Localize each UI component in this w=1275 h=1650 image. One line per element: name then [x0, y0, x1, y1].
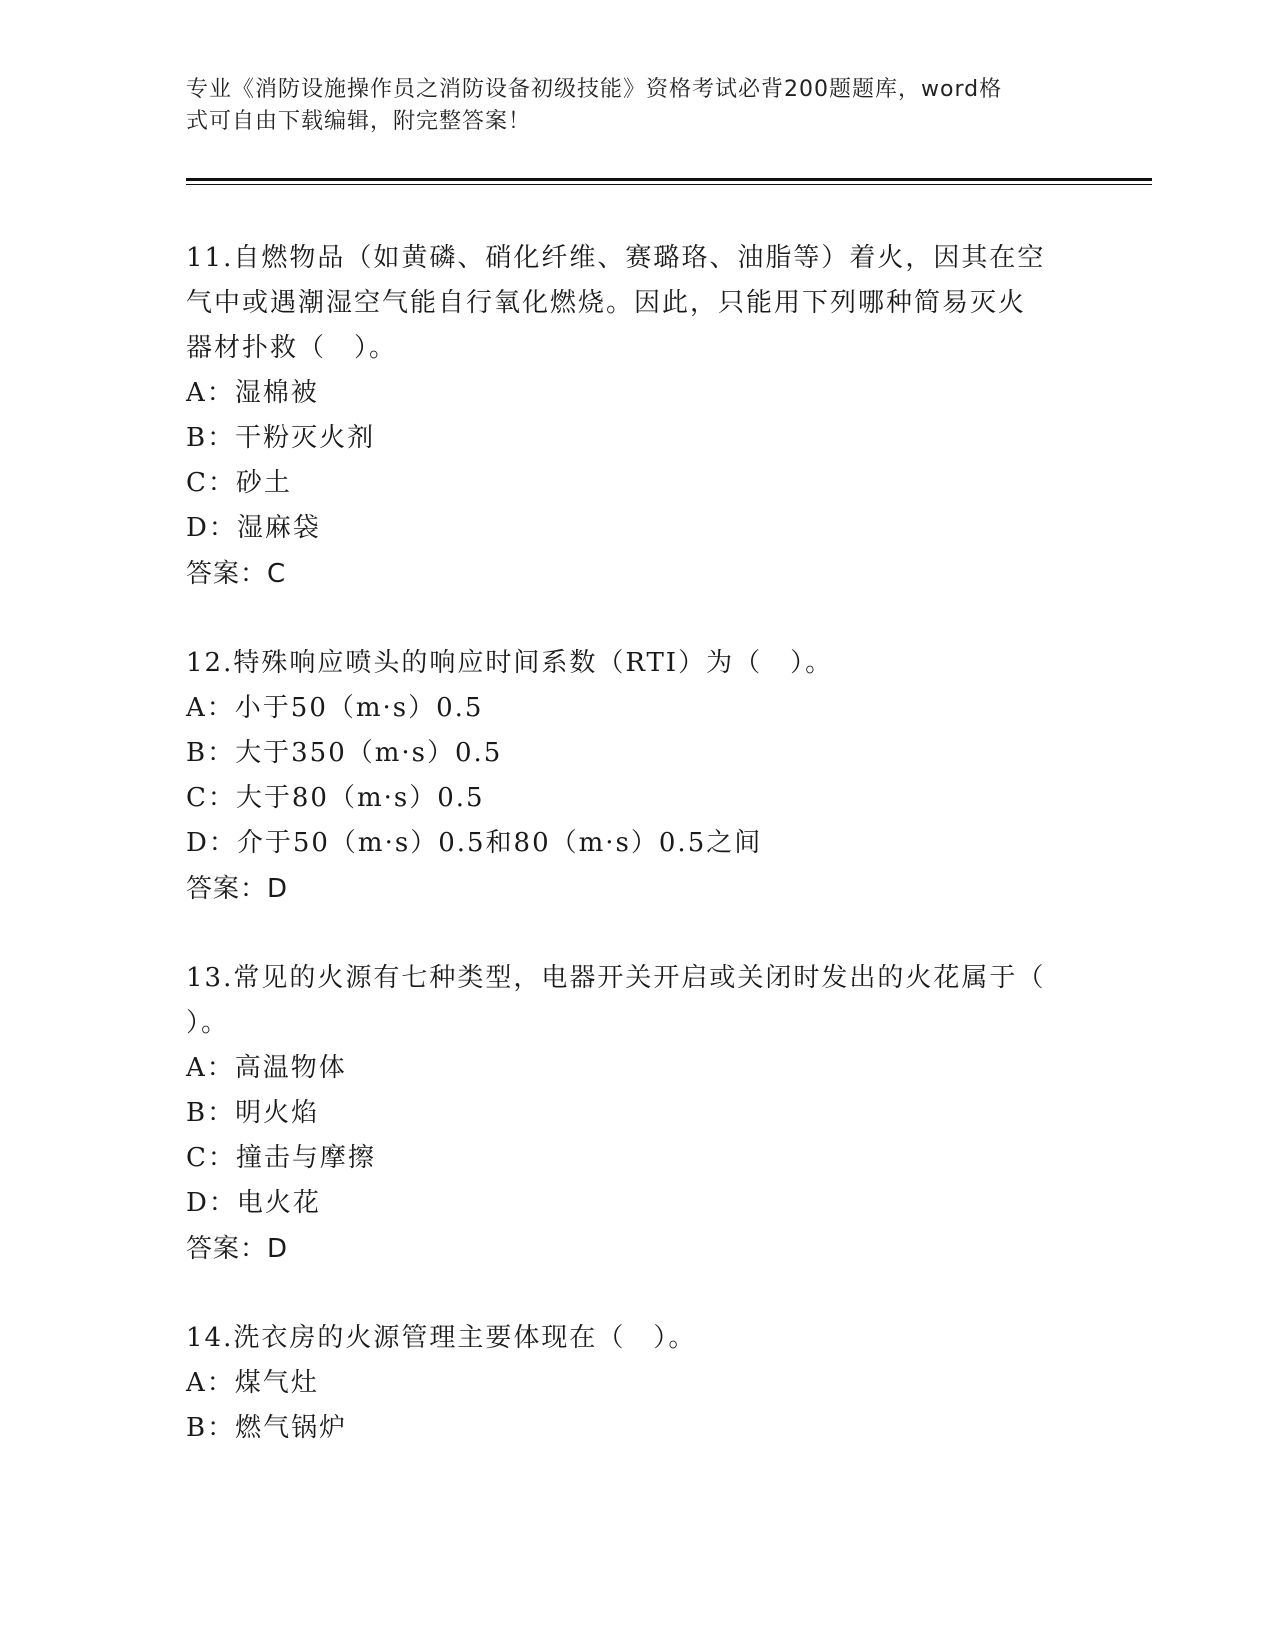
option-d: D：湿麻袋	[186, 513, 321, 543]
question-stem-line: 12.特殊响应喷头的响应时间系数（RTI）为（ ）。	[186, 648, 834, 678]
header-divider-thick	[186, 178, 1152, 181]
option-a: A：小于50（m·s）0.5	[186, 693, 484, 723]
question-stem-line: 14.洗衣房的火源管理主要体现在（ ）。	[186, 1323, 697, 1353]
option-a: A：煤气灶	[186, 1368, 319, 1398]
option-b: B：明火焰	[186, 1098, 320, 1128]
option-d: D：电火花	[186, 1188, 321, 1218]
document-header	[186, 74, 1086, 138]
option-d: D：介于50（m·s）0.5和80（m·s）0.5之间	[186, 828, 763, 858]
question-stem-line: 11.自燃物品（如黄磷、硝化纤维、赛璐珞、油脂等）着火，因其在空	[186, 243, 1046, 273]
option-b: B：干粉灭火剂	[186, 423, 376, 453]
option-a: A：高温物体	[186, 1053, 347, 1083]
answer: 答案：D	[186, 874, 289, 904]
question-13	[186, 956, 1086, 1272]
question-stem-line: 器材扑救（ ）。	[186, 333, 398, 363]
header-line-1: 专业《消防设施操作员之消防设备初级技能》资格考试必背200题题库，word格	[186, 77, 1003, 102]
question-12	[186, 641, 1086, 912]
option-c: C：砂土	[186, 468, 292, 498]
option-c: C：大于80（m·s）0.5	[186, 783, 485, 813]
option-b: B：燃气锅炉	[186, 1413, 348, 1443]
option-a: A：湿棉被	[186, 378, 319, 408]
question-14	[186, 1316, 1086, 1451]
answer: 答案：D	[186, 1234, 289, 1264]
answer: 答案：C	[186, 559, 287, 589]
question-stem-line: 气中或遇潮湿空气能自行氧化燃烧。因此，只能用下列哪种简易灭火	[186, 288, 1027, 318]
header-divider-thin	[186, 184, 1152, 185]
question-11	[186, 236, 1086, 597]
question-list	[186, 236, 1086, 1495]
option-c: C：撞击与摩擦	[186, 1143, 376, 1173]
header-line-2: 式可自由下载编辑，附完整答案！	[186, 109, 532, 134]
question-stem-line: ）。	[186, 1008, 230, 1038]
question-stem-line: 13.常见的火源有七种类型，电器开关开启或关闭时发出的火花属于（	[186, 963, 1046, 993]
option-b: B：大于350（m·s）0.5	[186, 738, 503, 768]
